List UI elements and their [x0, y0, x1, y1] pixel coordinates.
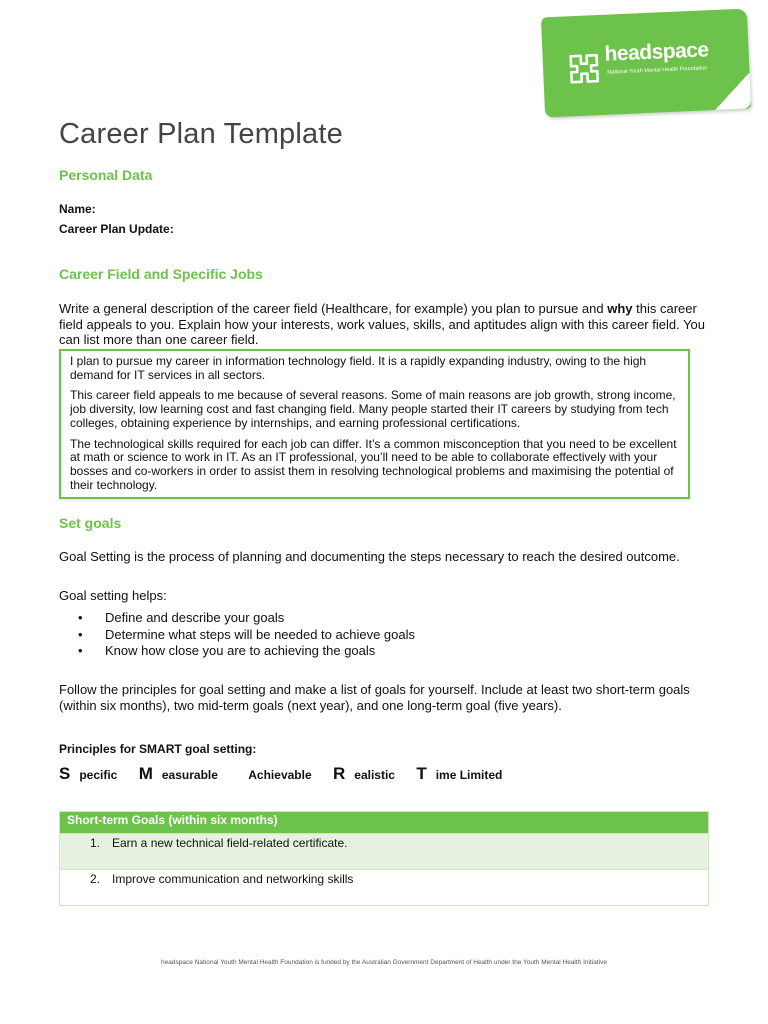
list-item: • Define and describe your goals: [78, 610, 415, 627]
page-footer: headspace National Youth Mental Health Foundation is funded by the Australian Government Department of Health under the Youth Mental Health Initiative: [161, 959, 607, 966]
instructions-text-a: Write a general description of the career field (Healthcare, for example) you plan to pursue and: [59, 301, 608, 316]
name-label: Name:: [59, 202, 96, 216]
goal-setting-definition: Goal Setting is the process of planning and documenting the steps necessary to reach the desired outcome.: [59, 549, 680, 564]
logo-wordmark: headspace: [604, 38, 710, 66]
smart-principles-label: Principles for SMART goal setting:: [59, 742, 257, 756]
smart-realistic: R ealistic: [332, 764, 395, 783]
goal-text: Earn a new technical field-related certificate.: [112, 836, 348, 850]
smart-specific: S pecific: [59, 764, 118, 783]
short-term-goals-header: Short-term Goals (within six months): [60, 812, 708, 833]
headspace-logo: [541, 9, 751, 118]
goal-bullet-list: [78, 610, 415, 660]
career-field-answer-box[interactable]: [59, 349, 690, 499]
answer-paragraph: This career field appeals to me because of several reasons. Some of main reasons are job growth, strong income, job diversity, low learning cost and fast changing field. Many people started their IT careers by studying from tech colleges, obtaining experience by internships, and earning professional certifications.: [70, 388, 676, 430]
goal-setting-helps: Goal setting helps:: [59, 588, 167, 603]
career-field-heading: Career Field and Specific Jobs: [59, 266, 263, 282]
instructions-text-b: this career field appeals to you. Explain how your interests, work values, skills, and aptitudes align with this career field. You can list more than one career field.: [59, 301, 706, 347]
short-term-goals-table: [59, 811, 709, 906]
logo-tagline: National Youth Mental Health Foundation: [607, 65, 708, 76]
instructions-why-bold: why: [607, 301, 633, 316]
headspace-mark-icon: [566, 51, 603, 87]
list-item: • Know how close you are to achieving the goals: [78, 643, 415, 660]
answer-paragraph: I plan to pursue my career in information technology field. It is a rapidly expanding industry, owing to the high demand for IT services in all sectors.: [70, 354, 647, 382]
table-row[interactable]: [60, 833, 708, 869]
table-row[interactable]: [60, 869, 708, 905]
goal-principles-paragraph: Follow the principles for goal setting and make a list of goals for yourself. Include at least two short-term goals (within six months), two mid-term goals (next year), and one long-term goal (five years).: [59, 682, 690, 713]
goal-number: 1.: [90, 836, 101, 850]
personal-data-heading: Personal Data: [59, 167, 153, 183]
page-curl-corner: [714, 72, 752, 110]
smart-measurable: M easurable: [138, 764, 218, 783]
smart-achievable: Achievable: [248, 768, 312, 782]
career-plan-update-label: Career Plan Update:: [59, 222, 174, 236]
answer-paragraph: The technological skills required for each job can differ. It’s a common misconception that you need to be excellent at math or science to work in IT. As an IT professional, you’ll need to be able to collaborate effectively with your bosses and co-workers in order to assist them in resolving technological problems and maximising the potential of their technology.: [70, 436, 677, 492]
goal-number: 2.: [90, 872, 101, 886]
page-title: Career Plan Template: [59, 118, 343, 150]
career-field-instructions: [59, 301, 709, 348]
set-goals-heading: Set goals: [59, 515, 122, 531]
smart-time-limited: T ime Limited: [416, 764, 503, 783]
smart-acronym: [59, 764, 520, 784]
goal-text: Improve communication and networking skills: [112, 872, 354, 886]
list-item: • Determine what steps will be needed to achieve goals: [78, 627, 415, 644]
